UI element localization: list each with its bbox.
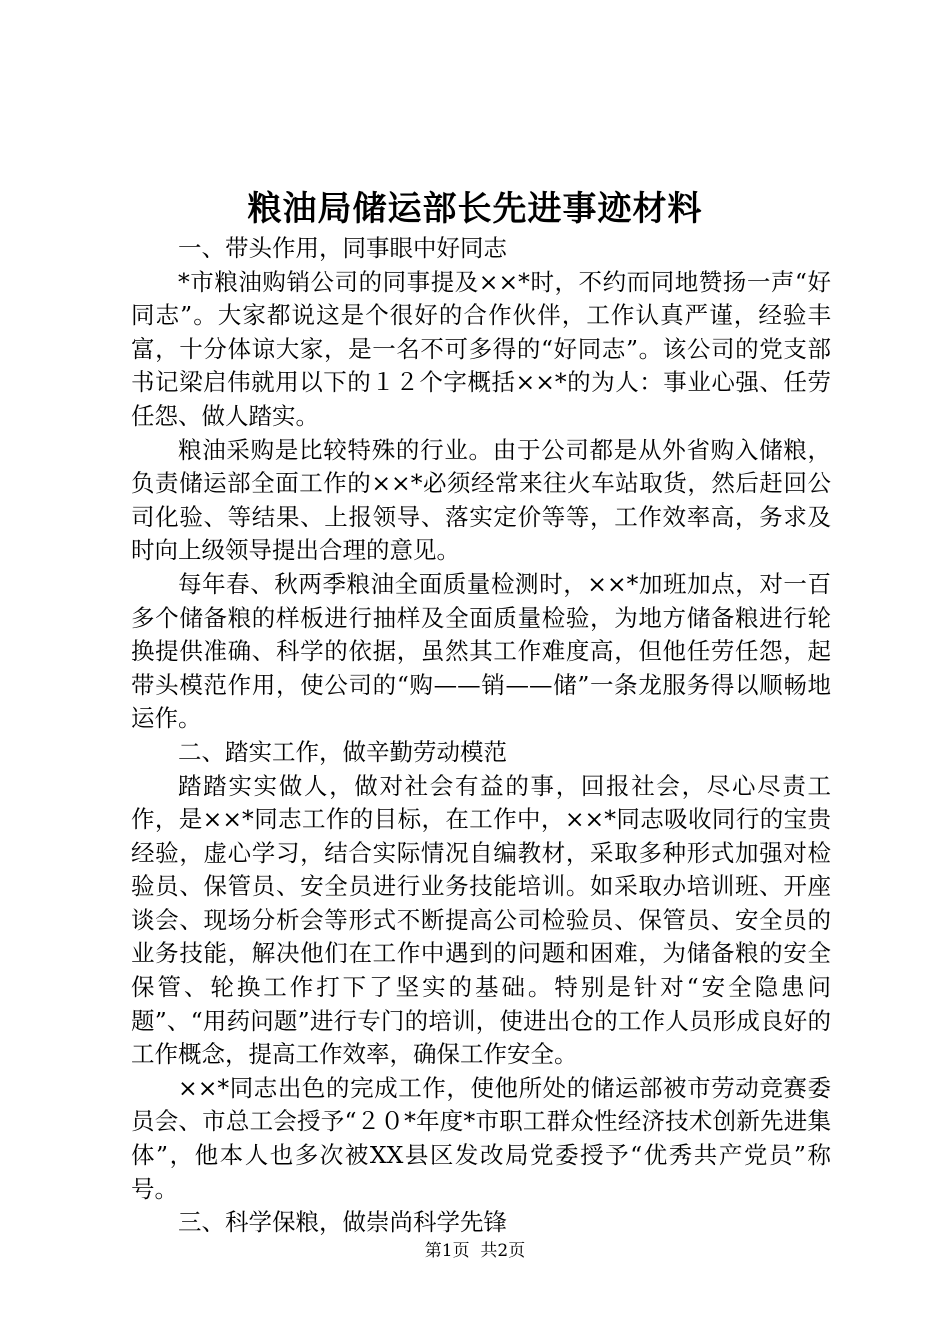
document-title: 粮油局储运部长先进事迹材料 <box>247 189 703 229</box>
body-paragraph: 粮油采购是比较特殊的行业。由于公司都是从外省购入储粮，负责储运部全面工作的××*必须经常来往火车站取货，然后赶回公司化验、等结果、上报领导、落实定价等等，工作效率高，务求及时向上级领导提出合理的意见。 <box>131 435 831 565</box>
body-paragraph: *市粮油购销公司的同事提及××*时，不约而同地赞扬一声“好同志”。大家都说这是个很好的合作伙伴，工作认真严谨，经验丰富，十分体谅大家，是一名不可多得的“好同志”。该公司的党支部书记梁启伟就用以下的１２个字概括××*的为人：事业心强、任劳任怨、做人踏实。 <box>131 267 831 430</box>
section-heading-1: 一、带头作用，同事眼中好同志 <box>178 234 507 262</box>
section-heading-3: 三、科学保粮，做崇尚科学先锋 <box>178 1208 507 1237</box>
body-paragraph: 每年春、秋两季粮油全面质量检测时，××*加班加点，对一百多个储备粮的样板进行抽样及全面质量检验，为地方储备粮进行轮换提供准确、科学的依据，虽然其工作难度高，但他任劳任怨，起带头模范作用，使公司的“购——销——储”一条龙服务得以顺畅地运作。 <box>131 569 831 733</box>
body-paragraph: ××*同志出色的完成工作，使他所处的储运部被市劳动竞赛委员会、市总工会授予“２０*年度*市职工群众性经济技术创新先进集体”，他本人也多次被XX县区发改局党委授予“优秀共产党员”称号。 <box>131 1073 831 1203</box>
document-body <box>131 232 831 1240</box>
body-paragraph: 踏踏实实做人，做对社会有益的事，回报社会，尽心尽责工作，是××*同志工作的目标，在工作中，××*同志吸收同行的宝贵经验，虚心学习，结合实际情况自编教材，采取多种形式加强对检验员、保管员、安全员进行业务技能培训。如采取办培训班、开座谈会、现场分析会等形式不断提高公司检验员、保管员、安全员的业务技能，解决他们在工作中遇到的问题和困难，为储备粮的安全保管、轮换工作打下了坚实的基础。特别是针对“安全隐患问题”、“用药问题”进行专门的培训，使进出仓的工作人员形成良好的工作概念，提高工作效率，确保工作安全。 <box>131 771 831 1069</box>
section-heading-2: 二、踏实工作，做辛勤劳动模范 <box>178 737 507 766</box>
page-number-footer: 第1页 共2页 <box>424 1241 526 1261</box>
